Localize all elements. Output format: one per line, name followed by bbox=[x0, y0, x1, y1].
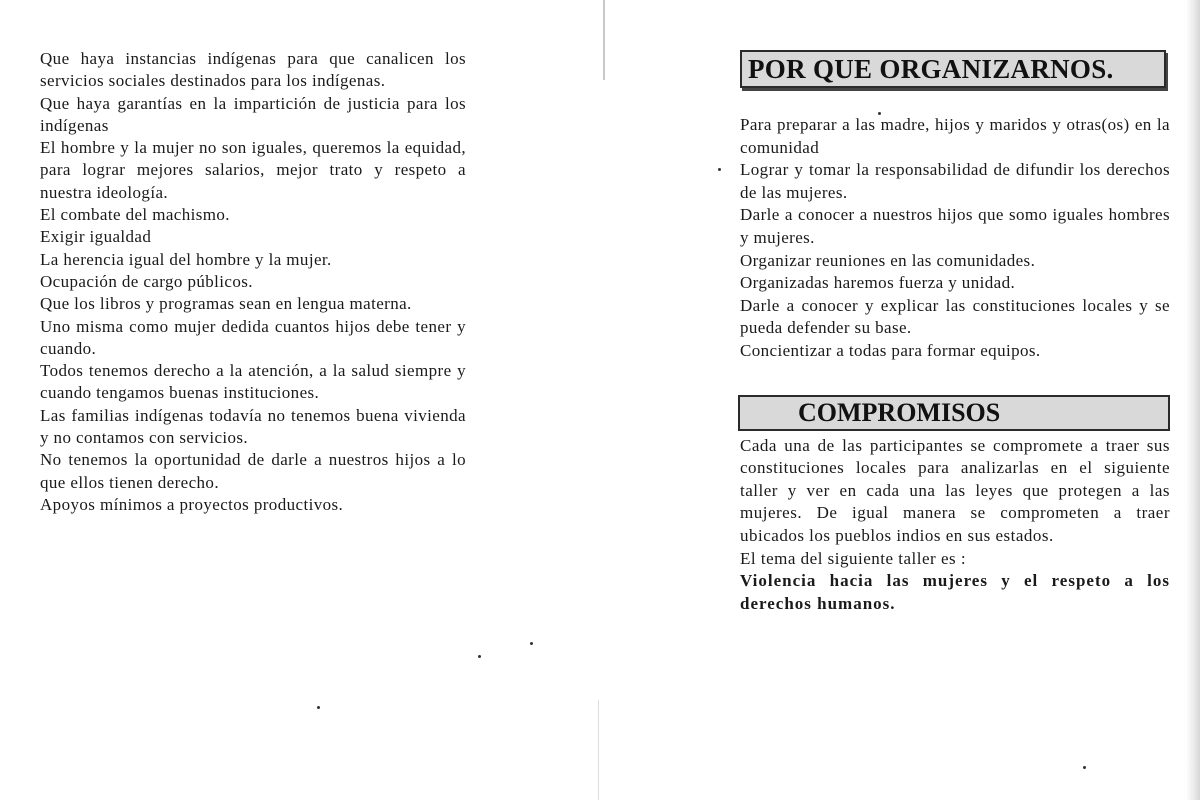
list-item: Las familias indígenas todavía no tenemos buena vivienda y no contamos con servicios. bbox=[40, 405, 466, 448]
list-item: Para preparar a las madre, hijos y maridos y otras(os) en la comunidad bbox=[740, 115, 1170, 157]
scan-speck bbox=[1083, 766, 1086, 769]
list-item: Organizar reuniones en las comunidades. bbox=[740, 250, 1036, 270]
list-item: Darle a conocer y explicar las constituciones locales y se pueda defender su base. bbox=[740, 295, 1170, 338]
organizarnos-list bbox=[740, 114, 1170, 363]
right-column bbox=[740, 50, 1170, 615]
list-item: La herencia igual del hombre y la mujer. bbox=[40, 249, 332, 269]
list-item: Uno misma como mujer dedida cuantos hijos debe tener y cuando. bbox=[40, 316, 466, 358]
compromisos-body bbox=[740, 435, 1170, 616]
list-item: El combate del machismo. bbox=[40, 205, 230, 225]
scan-speck bbox=[530, 642, 533, 645]
next-topic-title: Violencia hacia las mujeres y el respeto a los derechos humanos. bbox=[740, 571, 1170, 613]
compromisos-paragraph: Cada una de las participantes se compromete a traer sus constituciones locales para analizarlas en el siguiente taller y ver en cada una las leyes que protegen a las mujeres. De igual manera se comprometen a traer ubicados los pueblos indios en sus estados. bbox=[740, 435, 1170, 545]
section-heading-compromisos: COMPROMISOS bbox=[738, 395, 1170, 431]
list-item: No tenemos la oportunidad de darle a nuestros hijos a lo que ellos tienen derecho. bbox=[40, 450, 466, 492]
list-item: Que haya instancias indígenas para que canalicen los servicios sociales destinados para los indígenas. bbox=[40, 49, 466, 91]
list-item: Todos tenemos derecho a la atención, a la salud siempre y cuando tengamos buenas instituciones. bbox=[40, 361, 466, 403]
next-topic-intro: El tema del siguiente taller es : bbox=[740, 548, 967, 568]
left-column bbox=[40, 48, 466, 516]
list-item: Lograr y tomar la responsabilidad de difundir los derechos de las mujeres. bbox=[740, 160, 1170, 202]
section-heading-organizarnos: POR QUE ORGANIZARNOS. bbox=[740, 50, 1166, 88]
scan-speck bbox=[718, 168, 721, 171]
scan-speck bbox=[478, 655, 481, 658]
page-fold-line-lower bbox=[598, 700, 599, 800]
page-fold-line bbox=[603, 0, 605, 80]
list-item: El hombre y la mujer no son iguales, queremos la equidad, para lograr mejores salarios, mejor trato y respeto a nuestra ideología. bbox=[40, 138, 466, 202]
list-item: Ocupación de cargo públicos. bbox=[40, 271, 253, 291]
list-item: Concientizar a todas para formar equipos. bbox=[740, 340, 1041, 360]
scan-speck bbox=[317, 706, 320, 709]
list-item: Exigir igualdad bbox=[40, 227, 152, 247]
list-item: Apoyos mínimos a proyectos productivos. bbox=[40, 494, 344, 514]
list-item: Que haya garantías en la impartición de justicia para los indígenas bbox=[40, 93, 466, 135]
scan-speck bbox=[878, 112, 881, 115]
scan-edge-shadow bbox=[1186, 0, 1200, 800]
list-item: Darle a conocer a nuestros hijos que somo iguales hombres y mujeres. bbox=[740, 205, 1170, 247]
list-item: Que los libros y programas sean en lengua materna. bbox=[40, 294, 412, 314]
list-item: Organizadas haremos fuerza y unidad. bbox=[740, 273, 1016, 293]
